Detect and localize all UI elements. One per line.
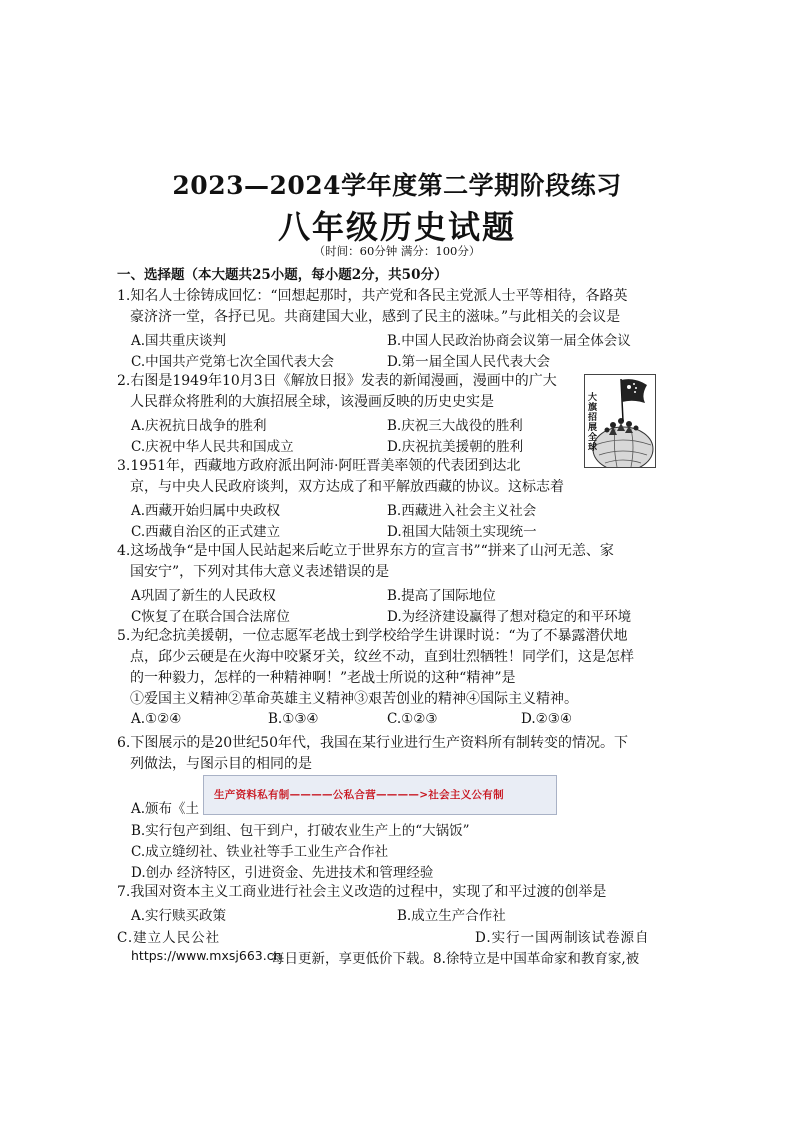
q3-option-c: C.西藏自治区的正式建立 (131, 524, 281, 540)
exam-title-subject: 八年级历史试题 (277, 208, 516, 246)
q5-stem-line2: 点，邱少云硬是在火海中咬紧牙关，纹丝不动，直到壮烈牺牲！同学们，这是怎样 (130, 649, 634, 665)
q6-option-a: A.颁布《土 (131, 801, 200, 817)
q4-stem-line2: 国安宁”，下列对其伟大意义表述错误的是 (130, 564, 390, 580)
exam-meta: （时间：60分钟 满分：100分） (313, 244, 481, 258)
q4-option-a: A巩固了新生的人民政权 (131, 588, 276, 604)
q4-option-c: C恢复了在联合国合法席位 (131, 609, 290, 625)
q7-option-d-tail: 该试卷源自 (577, 930, 650, 946)
q1-stem-line1: 1.知名人士徐铸成回忆：“回想起那时，共产党和各民主党派人士平等相待，各路英 (117, 288, 628, 304)
q2-option-d: D.庆祝抗美援朝的胜利 (387, 439, 524, 455)
section-heading: 一、选择题（本大题共25小题，每小题2分，共50分） (117, 267, 448, 283)
q2-stem-line2: 人民群众将胜利的大旗招展全球，该漫画反映的历史史实是 (130, 394, 494, 410)
q5-option-c: C.①②③ (387, 711, 438, 727)
cartoon-image (584, 374, 656, 468)
cartoon-caption: 大旗招展全球 (588, 393, 598, 453)
q5-option-a: A.①②④ (131, 711, 182, 727)
q7-option-d: D.实行一国两制 (475, 930, 579, 946)
q1-stem-line2: 豪济济一堂，各抒已见。共商建国大业，感到了民主的滋味。”与此相关的会议是 (130, 309, 621, 325)
q5-stem-line4: ①爱国主义精神②革命英雄主义精神③艰苦创业的精神④国际主义精神。 (130, 691, 578, 707)
q3-option-a: A.西藏开始归属中央政权 (131, 503, 281, 519)
q5-option-b: B.①③④ (268, 711, 319, 727)
q3-option-d: D.祖国大陆领土实现统一 (387, 524, 537, 540)
q3-option-b: B.西藏进入社会主义社会 (387, 503, 537, 519)
q3-stem-line2: 京，与中央人民政府谈判，双方达成了和平解放西藏的协议。这标志着 (130, 479, 564, 495)
q7-option-b: B.成立生产合作社 (397, 908, 506, 924)
footer-url[interactable]: https://www.mxsj663.cn (131, 948, 282, 963)
q6-option-d: D.创办 经济特区，引进资金、先进技术和管理经验 (131, 865, 434, 881)
q6-option-b: B.实行包产到组、包干到户，打破农业生产上的“大锅饭” (131, 823, 470, 839)
ownership-flow-text: 生产资料私有制————公私合营————>社会主义公有制 (214, 789, 504, 801)
q6-stem-line1: 6.下图展示的是20世纪50年代，我国在某行业进行生产资料所有制转变的情况。下 (117, 735, 628, 751)
footer-text: 每日更新，享更低价下载。8.徐特立是中国革命家和教育家,被 (271, 951, 640, 967)
q4-stem-line1: 4.这场战争“是中国人民站起来后屹立于世界东方的宣言书”“拼来了山河无恙、家 (117, 543, 614, 559)
q1-option-d: D.第一届全国人民代表大会 (387, 354, 551, 370)
q2-option-c: C.庆祝中华人民共和国成立 (131, 439, 294, 455)
q1-option-b: B.中国人民政治协商会议第一届全体会议 (387, 333, 631, 349)
q3-stem-line1: 3.1951年，西藏地方政府派出阿沛·阿旺晋美率领的代表团到达北 (117, 458, 521, 474)
q4-option-b: B.提高了国际地位 (387, 588, 496, 604)
q2-option-a: A.庆祝抗日战争的胜利 (131, 418, 267, 434)
q7-option-c: C.建立人民公社 (117, 930, 221, 946)
q1-option-c: C.中国共产党第七次全国代表大会 (131, 354, 335, 370)
ownership-flow-diagram (203, 775, 557, 815)
q2-stem-line1: 2.右图是1949年10月3日《解放日报》发表的新闻漫画，漫画中的广大 (117, 373, 557, 389)
q4-option-d: D.为经济建设赢得了想对稳定的和平环境 (387, 609, 632, 625)
q2-option-b: B.庆祝三大战役的胜利 (387, 418, 523, 434)
q5-stem-line1: 5.为纪念抗美援朝，一位志愿军老战士到学校给学生讲课时说：“为了不暴露潜伏地 (117, 628, 628, 644)
q5-stem-line3: 的一种毅力，怎样的一种精神啊！”老战士所说的这种“精神”是 (130, 670, 516, 686)
q7-stem-line1: 7.我国对资本主义工商业进行社会主义改造的过程中，实现了和平过渡的创举是 (117, 884, 607, 900)
q6-option-c: C.成立缝纫社、铁业社等手工业生产合作社 (131, 844, 389, 860)
q6-stem-line2: 列做法，与图示目的相同的是 (130, 756, 312, 772)
q1-option-a: A.国共重庆谈判 (131, 333, 227, 349)
exam-title-year: 2023—2024学年度第二学期阶段练习 (172, 171, 622, 200)
q5-option-d: D.②③④ (521, 711, 572, 727)
q7-option-a: A.实行赎买政策 (131, 908, 227, 924)
